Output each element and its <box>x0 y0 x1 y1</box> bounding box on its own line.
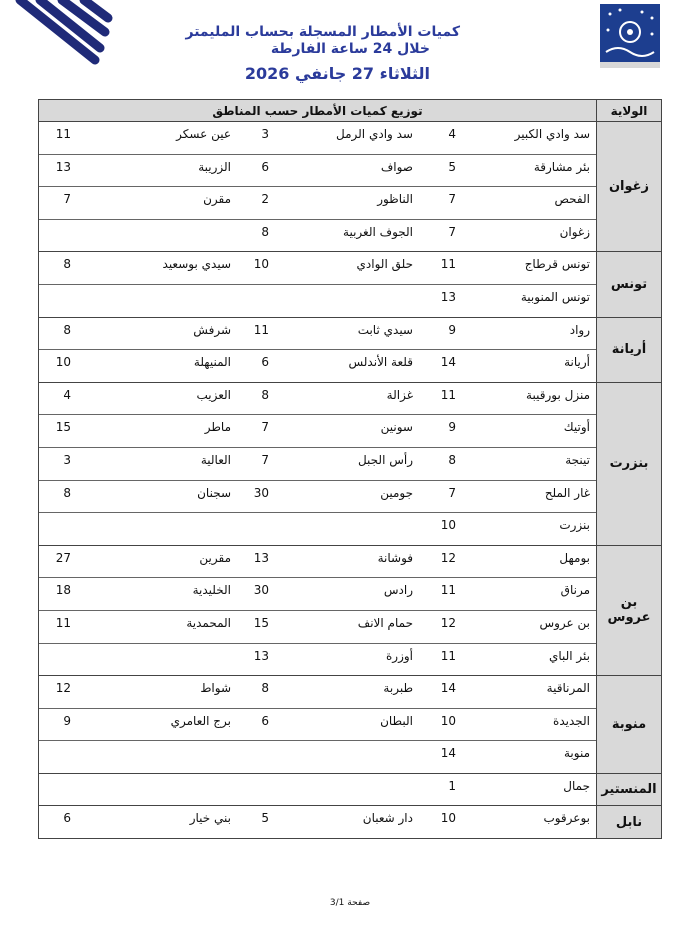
station-name: بومهل <box>559 550 590 565</box>
station-row <box>39 187 596 220</box>
governorate-stations <box>39 382 597 545</box>
station-name: حلق الوادي <box>356 257 413 272</box>
station-name: رواد <box>569 322 590 337</box>
governorate-name: نابل <box>597 806 662 839</box>
rainfall-value: 3 <box>261 127 269 141</box>
station-name: غزالة <box>386 387 413 402</box>
station-row <box>39 806 596 838</box>
rainfall-value: 8 <box>448 452 456 467</box>
rainfall-value: 1 <box>448 778 456 793</box>
station-name: دار شعبان <box>362 811 413 826</box>
rainfall-value: 10 <box>440 811 456 826</box>
header-governorate: الولاية <box>597 100 662 122</box>
rainfall-value: 10 <box>55 355 71 370</box>
rainfall-value: 10 <box>253 257 269 272</box>
station-name: عين عسكر <box>176 127 231 141</box>
station-row <box>39 546 596 579</box>
rainfall-value: 11 <box>440 387 456 402</box>
rainfall-value: 13 <box>253 648 269 663</box>
rainfall-value: 9 <box>448 322 456 337</box>
station-name: جومين <box>380 485 413 500</box>
governorate-name: المنستير <box>597 773 662 806</box>
rainfall-value: 6 <box>261 159 269 174</box>
page-title: كميات الأمطار المسجلة بحساب المليمتر <box>185 24 460 40</box>
rainfall-value: 12 <box>440 550 456 565</box>
rainfall-value: 6 <box>261 355 269 370</box>
rainfall-value: 7 <box>448 192 456 207</box>
station-name: مرناق <box>560 583 590 598</box>
rainfall-value: 30 <box>253 485 269 500</box>
rainfall-value: 6 <box>261 713 269 728</box>
station-name: بوعرقوب <box>543 811 590 826</box>
station-name: حمام الانف <box>357 615 413 630</box>
rainfall-value: 5 <box>448 159 456 174</box>
rainfall-value: 7 <box>261 420 269 435</box>
rainfall-value: 2 <box>261 192 269 207</box>
table-header-row <box>39 100 662 122</box>
station-name: منوبة <box>563 746 590 761</box>
station-name: الجديدة <box>553 713 590 728</box>
station-name: غار الملح <box>544 485 590 500</box>
station-row <box>39 741 596 773</box>
governorate-name: بن عروس <box>597 545 662 675</box>
station-name: مقرين <box>199 550 231 565</box>
station-name: ماطر <box>204 420 231 435</box>
station-name: جمال <box>563 778 590 793</box>
station-row <box>39 155 596 188</box>
station-name: تونس قرطاج <box>524 257 590 272</box>
governorate-stations <box>39 773 597 806</box>
station-name: برج العامري <box>170 713 231 728</box>
station-name: شرفش <box>193 322 231 337</box>
rainfall-value: 4 <box>63 387 71 402</box>
station-name: الفحص <box>554 192 590 207</box>
rainfall-value: 8 <box>261 224 269 239</box>
governorate-row <box>39 382 662 545</box>
rainfall-value: 9 <box>448 420 456 435</box>
rainfall-value: 4 <box>448 127 456 141</box>
rainfall-value: 13 <box>440 289 456 304</box>
station-row <box>39 578 596 611</box>
rainfall-value: 11 <box>253 322 269 337</box>
governorate-stations <box>39 252 597 317</box>
station-name: بئر مشارقة <box>533 159 590 174</box>
station-name: أوتيك <box>563 420 590 435</box>
station-name: سجنان <box>197 485 231 500</box>
station-name: المنيهلة <box>193 355 231 370</box>
rainfall-value: 12 <box>55 681 71 696</box>
station-name: سيدي ثابت <box>357 322 413 337</box>
station-row <box>39 709 596 742</box>
station-name: رأس الجبل <box>357 452 413 467</box>
station-name: بن عروس <box>539 615 590 630</box>
governorate-row <box>39 317 662 382</box>
station-row <box>39 285 596 317</box>
station-name: سد وادي الرمل <box>336 127 413 141</box>
station-name: الناظور <box>377 192 413 207</box>
rainfall-value: 11 <box>55 127 71 141</box>
page-subtitle: خلال 24 ساعة الفارطة <box>270 41 430 57</box>
station-name: بئر الباي <box>548 648 590 663</box>
governorate-stations <box>39 317 597 382</box>
governorate-row <box>39 773 662 806</box>
station-row <box>39 122 596 155</box>
station-row <box>39 415 596 448</box>
station-row <box>39 383 596 416</box>
station-name: منزل بورقيبة <box>526 387 590 402</box>
rainfall-value: 18 <box>55 583 71 598</box>
station-name: مقرن <box>203 192 231 207</box>
rainfall-value: 14 <box>440 746 456 761</box>
header-distribution: توزيع كميات الأمطار حسب المناطق <box>39 100 597 122</box>
station-row <box>39 644 596 676</box>
station-name: العزيب <box>196 387 231 402</box>
rainfall-value: 11 <box>440 257 456 272</box>
governorate-name: تونس <box>597 252 662 317</box>
station-name: المحمدية <box>186 615 231 630</box>
governorate-stations <box>39 806 597 839</box>
station-name: المرناقية <box>546 681 590 696</box>
rainfall-value: 9 <box>63 713 71 728</box>
rainfall-value: 13 <box>55 159 71 174</box>
station-name: فوشانة <box>377 550 413 565</box>
station-row <box>39 252 596 285</box>
rainfall-value: 8 <box>261 387 269 402</box>
station-name: زغوان <box>559 224 590 239</box>
station-name: العالية <box>200 452 231 467</box>
governorate-row <box>39 252 662 317</box>
governorate-row <box>39 806 662 839</box>
rainfall-value: 15 <box>253 615 269 630</box>
rainfall-value: 11 <box>440 583 456 598</box>
station-name: بنزرت <box>559 518 590 533</box>
station-name: أريانة <box>564 355 590 370</box>
rainfall-value: 5 <box>261 811 269 826</box>
rainfall-value: 7 <box>261 452 269 467</box>
governorate-row <box>39 545 662 675</box>
rainfall-value: 8 <box>63 485 71 500</box>
rainfall-value: 15 <box>55 420 71 435</box>
station-name: الخليدية <box>192 583 231 598</box>
governorate-stations <box>39 676 597 774</box>
station-name: الزريبة <box>198 159 231 174</box>
governorate-row <box>39 676 662 774</box>
station-row <box>39 220 596 252</box>
rainfall-value: 6 <box>63 811 71 826</box>
rainfall-value: 12 <box>440 615 456 630</box>
rainfall-value: 27 <box>55 550 71 565</box>
station-name: سونين <box>380 420 413 435</box>
governorate-name: أريانة <box>597 317 662 382</box>
rainfall-table <box>38 99 662 839</box>
station-row <box>39 448 596 481</box>
station-name: سد وادي الكبير <box>514 127 590 141</box>
rainfall-value: 11 <box>55 615 71 630</box>
rainfall-value: 8 <box>63 257 71 272</box>
station-name: البطان <box>380 713 413 728</box>
station-name: بني خيار <box>189 811 231 826</box>
station-row <box>39 676 596 709</box>
governorate-name: زغوان <box>597 122 662 252</box>
rainfall-value: 3 <box>63 452 71 467</box>
station-name: شواط <box>200 681 231 696</box>
rainfall-value: 14 <box>440 681 456 696</box>
station-row <box>39 774 596 806</box>
station-name: تونس المنوبية <box>520 289 590 304</box>
station-name: الجوف الغربية <box>343 224 413 239</box>
governorate-stations <box>39 545 597 675</box>
governorate-stations <box>39 122 597 252</box>
report-date: الثلاثاء 27 جانفي 2026 <box>244 64 430 83</box>
station-name: سيدي بوسعيد <box>162 257 231 272</box>
station-row <box>39 350 596 382</box>
station-name: أوزرة <box>385 648 413 663</box>
station-name: صواف <box>380 159 413 174</box>
rainfall-value: 11 <box>440 648 456 663</box>
station-name: قلعة الأندلس <box>348 355 413 370</box>
station-name: طبربة <box>383 681 413 696</box>
rainfall-value: 14 <box>440 355 456 370</box>
station-row <box>39 611 596 644</box>
rainfall-value: 7 <box>448 485 456 500</box>
station-name: رادس <box>383 583 413 598</box>
rainfall-value: 10 <box>440 713 456 728</box>
rainfall-value: 7 <box>63 192 71 207</box>
rainfall-value: 7 <box>448 224 456 239</box>
station-row <box>39 513 596 545</box>
rainfall-value: 8 <box>63 322 71 337</box>
governorate-name: بنزرت <box>597 382 662 545</box>
rainfall-value: 30 <box>253 583 269 598</box>
rainfall-value: 13 <box>253 550 269 565</box>
station-row <box>39 481 596 514</box>
governorate-name: منوبة <box>597 676 662 774</box>
rainfall-value: 8 <box>261 681 269 696</box>
station-row <box>39 318 596 351</box>
rainfall-value: 10 <box>440 518 456 533</box>
governorate-row <box>39 122 662 252</box>
page-number: صفحة 3/1 <box>329 898 371 908</box>
station-name: تينجة <box>565 452 590 467</box>
